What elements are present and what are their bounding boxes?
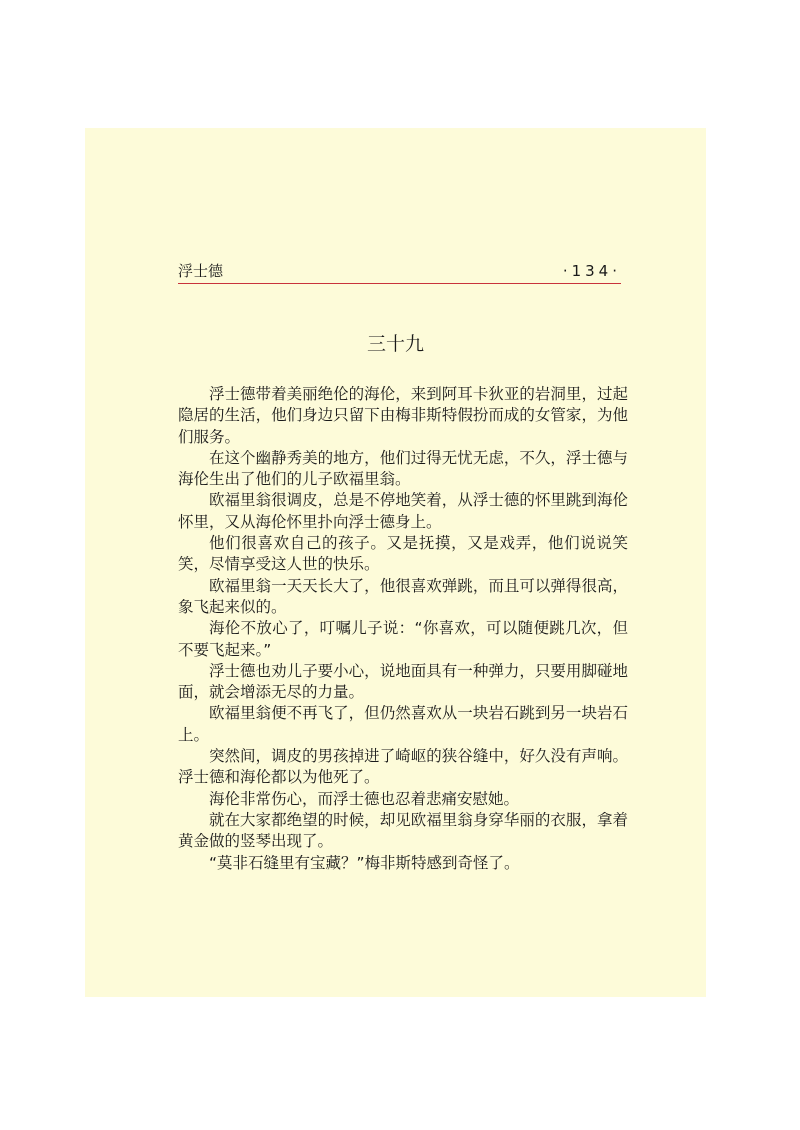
paragraph: “莫非石缝里有宝藏？”梅非斯特感到奇怪了。 (209, 853, 520, 872)
paragraph: 海伦非常伤心，而浮士德也忍着悲痛安慰她。 (209, 789, 520, 808)
paragraph: 欧福里翁一天天长大了，他很喜欢弹跳，而且可以弹得很高，象飞起来似的。 (178, 576, 628, 616)
paragraph: 浮士德也劝儿子要小心，说地面具有一种弹力，只要用脚碰地面，就会增添无尽的力量。 (178, 661, 628, 702)
book-title: 浮士德 (178, 262, 224, 280)
paragraph: 欧福里翁很调皮，总是不停地笑着，从浮士德的怀里跳到海伦怀里，又从海伦怀里扑向浮士德身上。 (178, 491, 628, 531)
paragraph: 欧福里翁便不再飞了，但仍然喜欢从一块岩石跳到另一块岩石上。 (178, 704, 628, 744)
paragraph: 就在大家都绝望的时候，却见欧福里翁身穿华丽的衣服，拿着黄金做的竖琴出现了。 (178, 810, 628, 851)
chapter-body (178, 384, 628, 874)
paragraph: 浮士德带着美丽绝伦的海伦，来到阿耳卡狄亚的岩洞里，过起隐居的生活，他们身边只留下由梅非斯特假扮而成的女管家，为他们服务。 (178, 385, 628, 446)
paragraph: 在这个幽静秀美的地方，他们过得无忧无虑，不久，浮士德与海伦生出了他们的儿子欧福里翁。 (178, 448, 628, 489)
page-number: ·134· (562, 262, 621, 280)
running-header (178, 261, 621, 284)
book-page (85, 128, 706, 997)
paragraph: 海伦不放心了，叮嘱儿子说：“你喜欢，可以随便跳几次，但不要飞起来。” (178, 619, 628, 659)
chapter-title: 三十九 (366, 333, 424, 355)
paragraph: 突然间，调皮的男孩掉进了崎岖的狭谷缝中，好久没有声响。浮士德和海伦都以为他死了。 (178, 747, 628, 787)
paragraph: 他们很喜欢自己的孩子。又是抚摸，又是戏弄，他们说说笑笑，尽情享受这人世的快乐。 (178, 534, 628, 574)
